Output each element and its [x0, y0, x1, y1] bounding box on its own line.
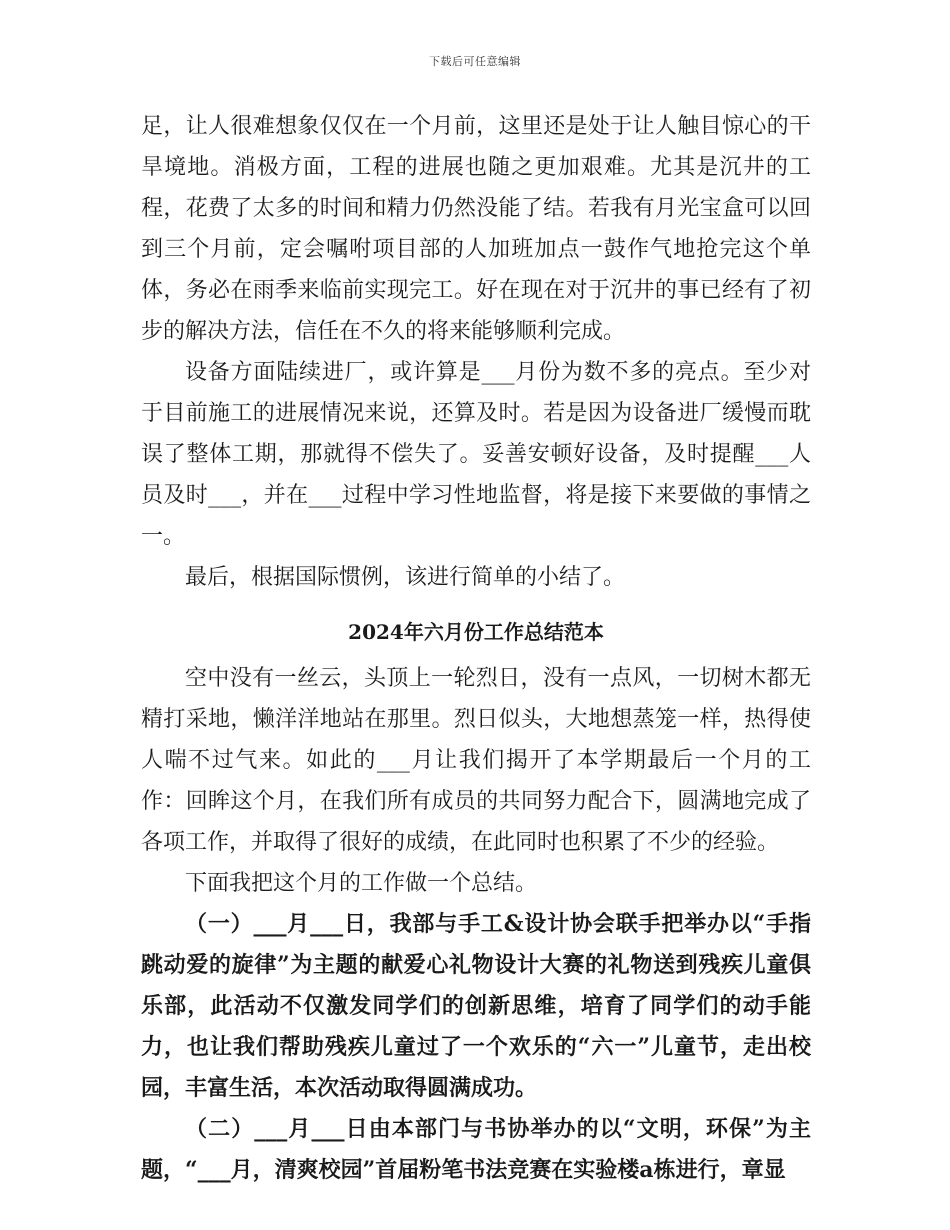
section-title: 2024年六月份工作总结范本 — [348, 620, 604, 644]
document-body — [141, 106, 811, 1191]
bold-list-paragraph: （一）___月___日，我部与手工&设计协会联手把举办以“手指跳动爱的旋律”为主题的献爱心礼物设计大赛的礼物送到残疾儿童俱乐部，此活动不仅激发同学们的创新思维，培育了同学们的动手能力，也让我们帮助残疾儿童过了一个欢乐的“六一”儿童节，走出校园，丰富生活，本次活动取得圆满成功。 — [141, 911, 811, 1101]
page-header-note: 下载后可任意编辑 — [429, 55, 521, 68]
body-paragraph: 设备方面陆续进厂，或许算是___月份为数不多的亮点。至少对于目前施工的进展情况来说，还算及时。若是因为设备进厂缓慢而耽误了整体工期，那就得不偿失了。妥善安顿好设备，及时提醒___人员及时___，并在___过程中学习性地监督，将是接下来要做的事情之一。 — [141, 360, 811, 549]
body-paragraph: 空中没有一丝云，头顶上一轮烈日，没有一点风，一切树木都无精打采地，懒洋洋地站在那里。烈日似头，大地想蒸笼一样，热得使人喘不过气来。如此的___月让我们揭开了本学期最后一个月的工作：回眸这个月，在我们所有成员的共同努力配合下，圆满地完成了各项工作，并取得了很好的成绩，在此同时也积累了不少的经验。 — [141, 666, 811, 855]
body-paragraph: 最后，根据国际惯例，该进行简单的小结了。 — [185, 565, 626, 590]
body-paragraph: 下面我把这个月的工作做一个总结。 — [185, 871, 538, 896]
body-paragraph: 足，让人很难想象仅仅在一个月前，这里还是处于让人触目惊心的干旱境地。消极方面，工程的进展也随之更加艰难。尤其是沉井的工程，花费了太多的时间和精力仍然没能了结。若我有月光宝盒可以回到三个月前，定会嘱咐项目部的人加班加点一鼓作气地抢完这个单体，务必在雨季来临前实现完工。好在现在对于沉井的事已经有了初步的解决方法，信任在不久的将来能够顺利完成。 — [141, 114, 811, 344]
bold-list-paragraph: （二）___月___日由本部门与书协举办的以“文明，环保”为主题，“___月，清爽校园”首届粉笔书法竞赛在实验楼a栋进行，章显 — [141, 1116, 811, 1183]
